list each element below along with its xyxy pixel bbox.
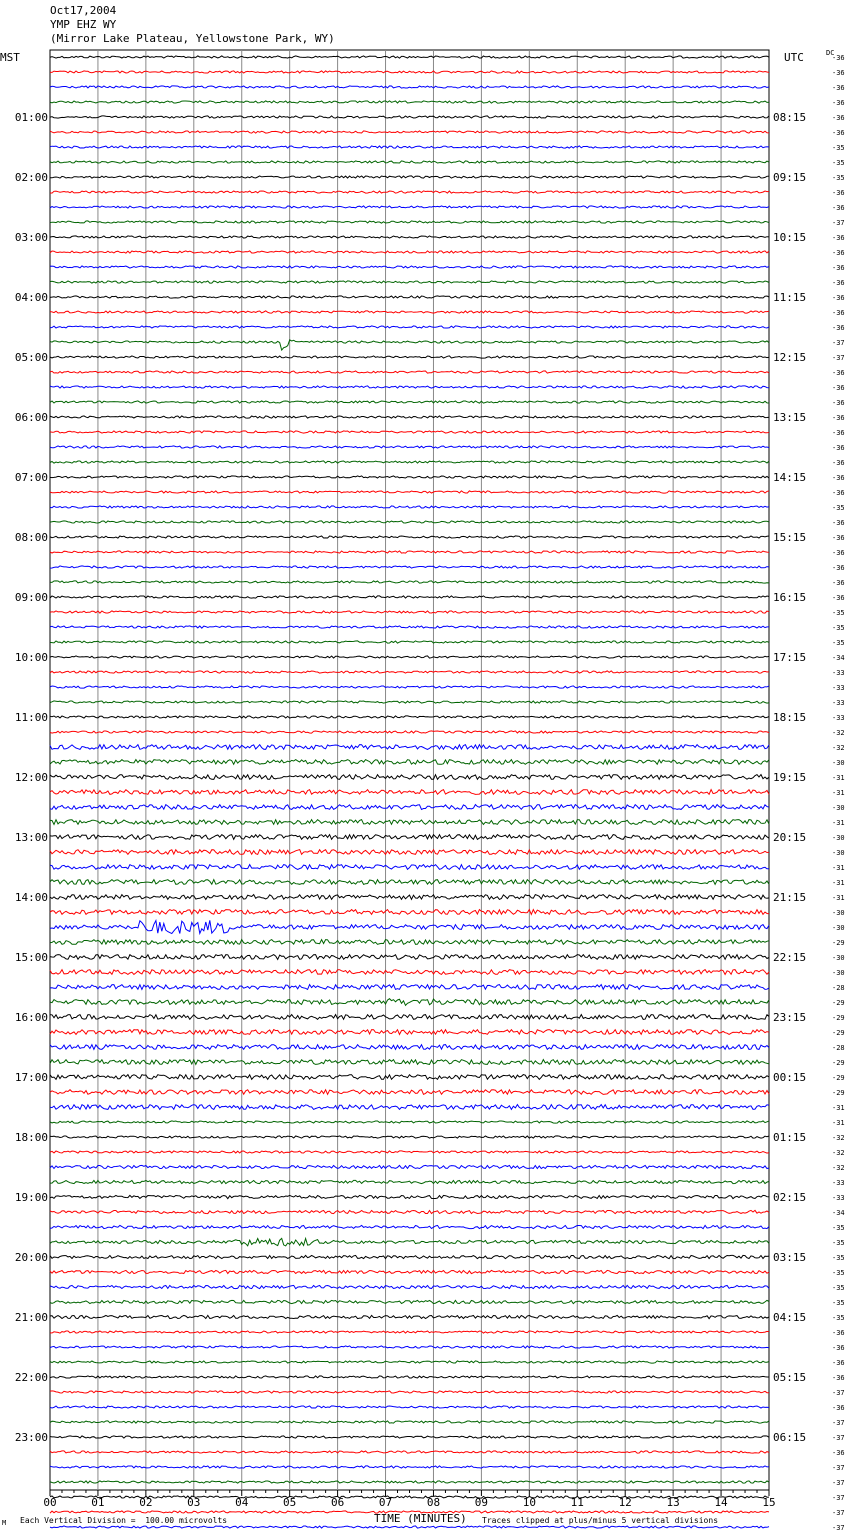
dc-offset-value: -36 bbox=[832, 369, 845, 377]
dc-offset-value: -33 bbox=[832, 699, 845, 707]
left-hour-label: 06:00 bbox=[14, 411, 48, 424]
trace-line bbox=[50, 191, 769, 193]
dc-offset-value: -29 bbox=[832, 1074, 845, 1082]
dc-offset-value: -32 bbox=[832, 744, 845, 752]
x-tick-label: 11 bbox=[570, 1496, 584, 1509]
dc-offset-value: -36 bbox=[832, 309, 845, 317]
trace-line bbox=[50, 775, 769, 780]
dc-offset-value: -36 bbox=[832, 474, 845, 482]
dc-offset-value: -35 bbox=[832, 1239, 845, 1247]
dc-offset-value: -32 bbox=[832, 1149, 845, 1157]
x-tick-label: 12 bbox=[618, 1496, 632, 1509]
left-hour-label: 18:00 bbox=[14, 1131, 48, 1144]
trace-line bbox=[50, 1238, 769, 1246]
left-hour-label: 04:00 bbox=[14, 291, 48, 304]
trace-line bbox=[50, 461, 769, 463]
left-hour-label: 09:00 bbox=[14, 591, 48, 604]
trace-line bbox=[50, 1151, 769, 1153]
trace-line bbox=[50, 1466, 769, 1468]
left-hour-label: 01:00 bbox=[14, 111, 48, 124]
trace-line bbox=[50, 71, 769, 73]
dc-offset-value: -36 bbox=[832, 534, 845, 542]
dc-offset-value: -36 bbox=[832, 399, 845, 407]
dc-offset-value: -30 bbox=[832, 834, 845, 842]
record-date: Oct17,2004 bbox=[50, 4, 117, 17]
right-hour-label: 14:15 bbox=[773, 471, 807, 484]
dc-offset-value: -37 bbox=[832, 1389, 845, 1397]
trace-line bbox=[50, 1090, 769, 1095]
trace-line bbox=[50, 386, 769, 388]
trace-line bbox=[50, 671, 769, 673]
trace-line bbox=[50, 1526, 769, 1528]
dc-offset-value: -29 bbox=[832, 939, 845, 947]
trace-line bbox=[50, 850, 769, 855]
trace-line bbox=[50, 491, 769, 493]
trace-line bbox=[50, 731, 769, 733]
dc-offset-value: -36 bbox=[832, 279, 845, 287]
trace-line bbox=[50, 1391, 769, 1393]
trace-line bbox=[50, 686, 769, 688]
dc-offset-value: -37 bbox=[832, 339, 845, 347]
trace-line bbox=[50, 416, 769, 418]
dc-offset-value: -30 bbox=[832, 759, 845, 767]
dc-offset-value: -30 bbox=[832, 909, 845, 917]
dc-offset-value: -35 bbox=[832, 1314, 845, 1322]
trace-line bbox=[50, 1075, 769, 1080]
dc-offset-value: -37 bbox=[832, 1509, 845, 1517]
right-timezone-label: UTC bbox=[784, 51, 804, 64]
dc-offset-value: -35 bbox=[832, 1254, 845, 1262]
dc-offset-value: -28 bbox=[832, 1044, 845, 1052]
dc-offset-value: -29 bbox=[832, 1059, 845, 1067]
dc-offset-value: -35 bbox=[832, 1284, 845, 1292]
dc-offset-value: -36 bbox=[832, 84, 845, 92]
dc-offset-value: -34 bbox=[832, 1209, 845, 1217]
dc-offset-value: -31 bbox=[832, 1119, 845, 1127]
dc-offset-value: -36 bbox=[832, 519, 845, 527]
dc-offset-value: -35 bbox=[832, 159, 845, 167]
left-hour-label: 08:00 bbox=[14, 531, 48, 544]
trace-line bbox=[50, 1376, 769, 1378]
trace-line bbox=[50, 1300, 769, 1303]
trace-line bbox=[50, 446, 769, 448]
dc-offset-value: -35 bbox=[832, 639, 845, 647]
trace-line bbox=[50, 86, 769, 88]
dc-offset-value: -37 bbox=[832, 1464, 845, 1472]
x-tick-label: 08 bbox=[426, 1496, 441, 1509]
trace-line bbox=[50, 476, 769, 478]
trace-line bbox=[50, 985, 769, 990]
dc-offset-value: -37 bbox=[832, 1434, 845, 1442]
trace-line bbox=[50, 970, 769, 975]
trace-line bbox=[50, 371, 769, 373]
dc-offset-value: -36 bbox=[832, 384, 845, 392]
dc-offset-value: -36 bbox=[832, 129, 845, 137]
dc-offset-header: DC bbox=[826, 49, 835, 57]
dc-offset-value: -36 bbox=[832, 324, 845, 332]
footer-mark: M bbox=[2, 1519, 7, 1527]
x-tick-label: 07 bbox=[378, 1496, 393, 1509]
trace-line bbox=[50, 641, 769, 643]
dc-offset-value: -36 bbox=[832, 1404, 845, 1412]
dc-offset-value: -36 bbox=[832, 189, 845, 197]
dc-offset-value: -30 bbox=[832, 804, 845, 812]
dc-offset-value: -36 bbox=[832, 264, 845, 272]
trace-line bbox=[50, 326, 769, 328]
x-tick-label: 06 bbox=[330, 1496, 345, 1509]
right-hour-label: 02:15 bbox=[773, 1191, 807, 1204]
left-hour-label: 17:00 bbox=[14, 1071, 48, 1084]
trace-line bbox=[50, 1210, 769, 1213]
trace-line bbox=[50, 1180, 769, 1183]
right-hour-label: 08:15 bbox=[773, 111, 807, 124]
trace-line bbox=[50, 1225, 769, 1228]
trace-line bbox=[50, 251, 769, 253]
dc-offset-value: -36 bbox=[832, 294, 845, 302]
dc-offset-value: -37 bbox=[832, 354, 845, 362]
station-location: (Mirror Lake Plateau, Yellowstone Park, WY) bbox=[50, 32, 335, 45]
left-hour-label: 15:00 bbox=[14, 951, 48, 964]
right-hour-label: 06:15 bbox=[773, 1431, 807, 1444]
trace-line bbox=[50, 340, 769, 350]
dc-offset-value: -35 bbox=[832, 174, 845, 182]
trace-line bbox=[50, 1421, 769, 1423]
right-hour-label: 15:15 bbox=[773, 531, 807, 544]
trace-line bbox=[50, 1136, 769, 1138]
dc-offset-value: -36 bbox=[832, 1344, 845, 1352]
right-hour-label: 21:15 bbox=[773, 891, 807, 904]
dc-offset-value: -31 bbox=[832, 789, 845, 797]
trace-line bbox=[50, 1030, 769, 1035]
trace-line bbox=[50, 551, 769, 553]
trace-line bbox=[50, 1315, 769, 1318]
x-tick-label: 09 bbox=[474, 1496, 489, 1509]
trace-line bbox=[50, 910, 769, 915]
vertical-scale-note: Each Vertical Division = 100.00 microvolts bbox=[20, 1516, 228, 1525]
dc-offset-value: -37 bbox=[832, 1494, 845, 1502]
dc-offset-value: -36 bbox=[832, 594, 845, 602]
trace-line bbox=[50, 760, 769, 765]
trace-line bbox=[50, 656, 769, 658]
trace-line bbox=[50, 1060, 769, 1065]
left-hour-label: 23:00 bbox=[14, 1431, 48, 1444]
left-hour-label: 07:00 bbox=[14, 471, 48, 484]
trace-line bbox=[50, 999, 769, 1006]
trace-line bbox=[50, 790, 769, 795]
x-tick-label: 03 bbox=[187, 1496, 201, 1509]
trace-line bbox=[50, 1331, 769, 1333]
dc-offset-value: -33 bbox=[832, 1194, 845, 1202]
right-hour-label: 10:15 bbox=[773, 231, 807, 244]
dc-offset-value: -37 bbox=[832, 1479, 845, 1487]
left-hour-label: 11:00 bbox=[14, 711, 48, 724]
dc-offset-value: -35 bbox=[832, 624, 845, 632]
left-hour-label: 05:00 bbox=[14, 351, 48, 364]
dc-offset-value: -36 bbox=[832, 579, 845, 587]
dc-offset-value: -30 bbox=[832, 924, 845, 932]
right-hour-label: 11:15 bbox=[773, 291, 807, 304]
trace-line bbox=[50, 566, 769, 568]
left-hour-label: 10:00 bbox=[14, 651, 48, 664]
dc-offset-value: -30 bbox=[832, 954, 845, 962]
trace-line bbox=[50, 745, 769, 750]
dc-offset-value: -36 bbox=[832, 564, 845, 572]
trace-line bbox=[50, 1285, 769, 1288]
dc-offset-value: -36 bbox=[832, 549, 845, 557]
dc-offset-value: -31 bbox=[832, 894, 845, 902]
trace-line bbox=[50, 835, 769, 840]
trace-line bbox=[50, 221, 769, 223]
trace-line bbox=[50, 116, 769, 118]
x-tick-label: 14 bbox=[714, 1496, 728, 1509]
trace-line bbox=[50, 920, 769, 933]
trace-line bbox=[50, 506, 769, 508]
dc-offset-value: -29 bbox=[832, 1029, 845, 1037]
trace-line bbox=[50, 1045, 769, 1050]
dc-offset-value: -29 bbox=[832, 1089, 845, 1097]
right-hour-label: 04:15 bbox=[773, 1311, 807, 1324]
x-axis-label: TIME (MINUTES) bbox=[374, 1512, 467, 1525]
trace-line bbox=[50, 146, 769, 148]
dc-offset-value: -32 bbox=[832, 1164, 845, 1172]
dc-offset-value: -36 bbox=[832, 459, 845, 467]
dc-offset-value: -36 bbox=[832, 1359, 845, 1367]
left-hour-label: 21:00 bbox=[14, 1311, 48, 1324]
left-hour-label: 12:00 bbox=[14, 771, 48, 784]
left-hour-label: 20:00 bbox=[14, 1251, 48, 1264]
dc-offset-value: -37 bbox=[832, 1419, 845, 1427]
dc-offset-value: -36 bbox=[832, 429, 845, 437]
right-hour-label: 03:15 bbox=[773, 1251, 807, 1264]
trace-line bbox=[50, 401, 769, 403]
x-tick-label: 00 bbox=[43, 1496, 57, 1509]
dc-offset-value: -30 bbox=[832, 969, 845, 977]
dc-offset-value: -34 bbox=[832, 654, 845, 662]
dc-offset-value: -33 bbox=[832, 714, 845, 722]
trace-line bbox=[50, 1015, 769, 1020]
right-hour-label: 05:15 bbox=[773, 1371, 807, 1384]
right-hour-label: 18:15 bbox=[773, 711, 807, 724]
dc-offset-value: -36 bbox=[832, 249, 845, 257]
right-hour-label: 23:15 bbox=[773, 1011, 807, 1024]
trace-line bbox=[50, 1496, 769, 1498]
x-tick-label: 05 bbox=[283, 1496, 297, 1509]
dc-offset-value: -36 bbox=[832, 1449, 845, 1457]
trace-line bbox=[50, 1165, 769, 1168]
trace-line bbox=[50, 101, 769, 103]
dc-offset-value: -31 bbox=[832, 819, 845, 827]
trace-line bbox=[50, 281, 769, 283]
station-code: YMP EHZ WY bbox=[50, 18, 117, 31]
left-hour-label: 16:00 bbox=[14, 1011, 48, 1024]
dc-offset-value: -33 bbox=[832, 669, 845, 677]
trace-line bbox=[50, 236, 769, 238]
dc-offset-value: -36 bbox=[832, 1374, 845, 1382]
right-hour-label: 00:15 bbox=[773, 1071, 807, 1084]
trace-line bbox=[50, 536, 769, 538]
dc-offset-value: -36 bbox=[832, 414, 845, 422]
left-hour-label: 02:00 bbox=[14, 171, 48, 184]
right-hour-label: 09:15 bbox=[773, 171, 807, 184]
trace-line bbox=[50, 1105, 769, 1110]
dc-offset-value: -36 bbox=[832, 204, 845, 212]
dc-offset-value: -36 bbox=[832, 54, 845, 62]
trace-line bbox=[50, 296, 769, 298]
dc-offset-value: -33 bbox=[832, 1179, 845, 1187]
trace-line bbox=[50, 716, 769, 718]
dc-offset-value: -31 bbox=[832, 774, 845, 782]
trace-line bbox=[50, 805, 769, 810]
trace-line bbox=[50, 820, 769, 825]
dc-offset-value: -36 bbox=[832, 99, 845, 107]
trace-line bbox=[50, 955, 769, 960]
x-tick-label: 01 bbox=[91, 1496, 105, 1509]
trace-line bbox=[50, 1436, 769, 1438]
trace-line bbox=[50, 176, 769, 178]
dc-offset-value: -36 bbox=[832, 489, 845, 497]
right-hour-label: 13:15 bbox=[773, 411, 807, 424]
trace-line bbox=[50, 356, 769, 358]
right-hour-label: 16:15 bbox=[773, 591, 807, 604]
x-tick-label: 02 bbox=[139, 1496, 153, 1509]
trace-line bbox=[50, 1346, 769, 1348]
left-hour-label: 19:00 bbox=[14, 1191, 48, 1204]
trace-line bbox=[50, 880, 769, 885]
dc-offset-value: -37 bbox=[832, 1524, 845, 1532]
trace-line bbox=[50, 1481, 769, 1483]
left-timezone-label: MST bbox=[0, 51, 20, 64]
trace-line bbox=[50, 611, 769, 613]
trace-line bbox=[50, 1406, 769, 1408]
dc-offset-value: -36 bbox=[832, 1329, 845, 1337]
trace-line bbox=[50, 521, 769, 523]
dc-offset-value: -32 bbox=[832, 729, 845, 737]
dc-offset-value: -31 bbox=[832, 864, 845, 872]
trace-line bbox=[50, 1270, 769, 1273]
left-hour-label: 03:00 bbox=[14, 231, 48, 244]
x-tick-label: 04 bbox=[235, 1496, 249, 1509]
trace-line bbox=[50, 431, 769, 433]
trace-line bbox=[50, 865, 769, 870]
trace-line bbox=[50, 266, 769, 268]
dc-offset-value: -36 bbox=[832, 234, 845, 242]
x-tick-label: 13 bbox=[666, 1496, 680, 1509]
right-hour-label: 19:15 bbox=[773, 771, 807, 784]
right-hour-label: 20:15 bbox=[773, 831, 807, 844]
dc-offset-value: -32 bbox=[832, 1134, 845, 1142]
trace-line bbox=[50, 56, 769, 58]
dc-offset-value: -33 bbox=[832, 684, 845, 692]
x-tick-label: 15 bbox=[762, 1496, 776, 1509]
trace-line bbox=[50, 596, 769, 598]
dc-offset-value: -36 bbox=[832, 114, 845, 122]
right-hour-label: 17:15 bbox=[773, 651, 807, 664]
dc-offset-value: -36 bbox=[832, 69, 845, 77]
dc-offset-value: -35 bbox=[832, 144, 845, 152]
trace-line bbox=[50, 581, 769, 583]
dc-offset-value: -37 bbox=[832, 219, 845, 227]
trace-line bbox=[50, 626, 769, 628]
trace-line bbox=[50, 161, 769, 163]
trace-line bbox=[50, 1451, 769, 1453]
trace-line bbox=[50, 895, 769, 900]
trace-line bbox=[50, 1121, 769, 1123]
dc-offset-value: -35 bbox=[832, 504, 845, 512]
right-hour-label: 01:15 bbox=[773, 1131, 807, 1144]
dc-offset-value: -31 bbox=[832, 879, 845, 887]
trace-line bbox=[50, 940, 769, 945]
left-hour-label: 13:00 bbox=[14, 831, 48, 844]
trace-line bbox=[50, 1361, 769, 1363]
dc-offset-value: -30 bbox=[832, 849, 845, 857]
dc-offset-value: -35 bbox=[832, 1224, 845, 1232]
dc-offset-value: -36 bbox=[832, 444, 845, 452]
trace-line bbox=[50, 701, 769, 703]
trace-line bbox=[50, 206, 769, 208]
dc-offset-value: -29 bbox=[832, 1014, 845, 1022]
trace-line bbox=[50, 311, 769, 313]
dc-offset-value: -35 bbox=[832, 1269, 845, 1277]
dc-offset-value: -35 bbox=[832, 609, 845, 617]
left-hour-label: 22:00 bbox=[14, 1371, 48, 1384]
dc-offset-value: -31 bbox=[832, 1104, 845, 1112]
clip-note: Traces clipped at plus/minus 5 vertical divisions bbox=[482, 1516, 719, 1525]
right-hour-label: 22:15 bbox=[773, 951, 807, 964]
dc-offset-value: -29 bbox=[832, 999, 845, 1007]
x-tick-label: 10 bbox=[522, 1496, 536, 1509]
dc-offset-value: -35 bbox=[832, 1299, 845, 1307]
trace-line bbox=[50, 131, 769, 133]
right-hour-label: 12:15 bbox=[773, 351, 807, 364]
left-hour-label: 14:00 bbox=[14, 891, 48, 904]
dc-offset-value: -28 bbox=[832, 984, 845, 992]
trace-line bbox=[50, 1195, 769, 1198]
trace-line bbox=[50, 1255, 769, 1258]
